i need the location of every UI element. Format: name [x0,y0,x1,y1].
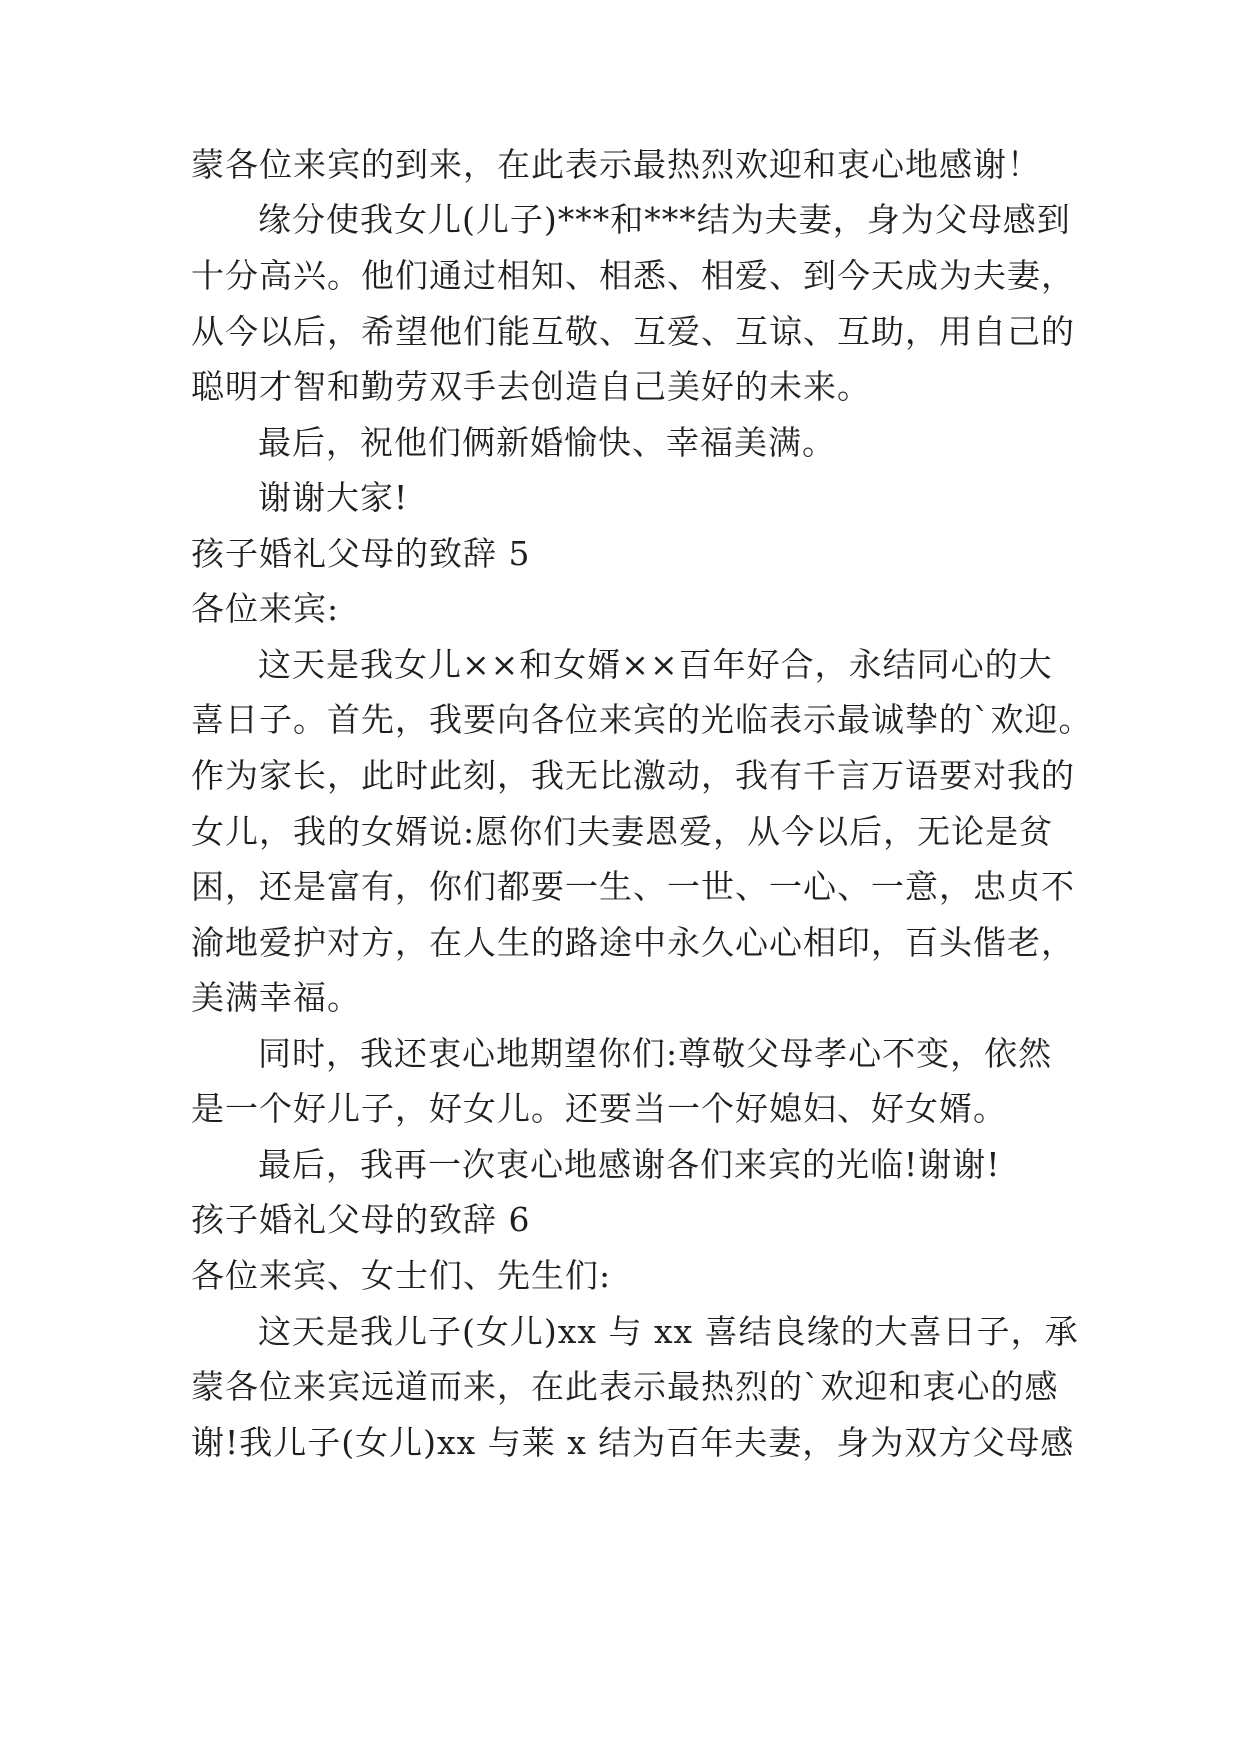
text-line: 作为家长，此时此刻，我无比激动，我有千言万语要对我的 [191,756,1075,795]
text-line: 聪明才智和勤劳双手去创造自己美好的未来。 [191,367,871,406]
section-heading: 孩子婚礼父母的致辞 5 [191,534,531,573]
salutation: 各位来宾、女士们、先生们: [191,1256,612,1295]
text-line: 是一个好儿子，好女儿。还要当一个好媳妇、好女婿。 [191,1089,1007,1128]
text-line: 蒙各位来宾的到来，在此表示最热烈欢迎和衷心地感谢！ [191,145,1041,184]
salutation: 各位来宾: [191,589,340,628]
section-heading: 孩子婚礼父母的致辞 6 [191,1200,531,1239]
text-line: 谢!我儿子(女儿)xx 与莱 x 结为百年夫妻，身为双方父母感 [191,1423,1075,1462]
text-line: 最后，祝他们俩新婚愉快、幸福美满。 [258,423,836,462]
text-line: 女儿，我的女婿说:愿你们夫妻恩爱，从今以后，无论是贫 [191,812,1054,851]
text-line: 从今以后，希望他们能互敬、互爱、互谅、互助，用自己的 [191,312,1075,351]
text-line: 喜日子。首先，我要向各位来宾的光临表示最诚挚的`欢迎。 [191,700,1093,739]
text-line: 美满幸福。 [191,978,361,1017]
text-line: 这天是我儿子(女儿)xx 与 xx 喜结良缘的大喜日子，承 [258,1312,1079,1351]
text-line: 十分高兴。他们通过相知、相悉、相爱、到今天成为夫妻， [191,256,1075,295]
text-line: 蒙各位来宾远道而来，在此表示最热烈的`欢迎和衷心的感 [191,1367,1059,1406]
text-line: 同时，我还衷心地期望你们:尊敬父母孝心不变，依然 [258,1034,1053,1073]
text-line: 缘分使我女儿(儿子)***和***结为夫妻，身为父母感到 [258,200,1071,239]
text-line: 困，还是富有，你们都要一生、一世、一心、一意，忠贞不 [191,867,1075,906]
text-line: 渝地爱护对方，在人生的路途中永久心心相印，百头偕老， [191,923,1075,962]
text-line: 这天是我女儿××和女婿××百年好合，永结同心的大 [258,645,1053,684]
text-line: 谢谢大家! [258,478,409,517]
text-line: 最后，我再一次衷心地感谢各们来宾的光临!谢谢! [258,1145,1001,1184]
